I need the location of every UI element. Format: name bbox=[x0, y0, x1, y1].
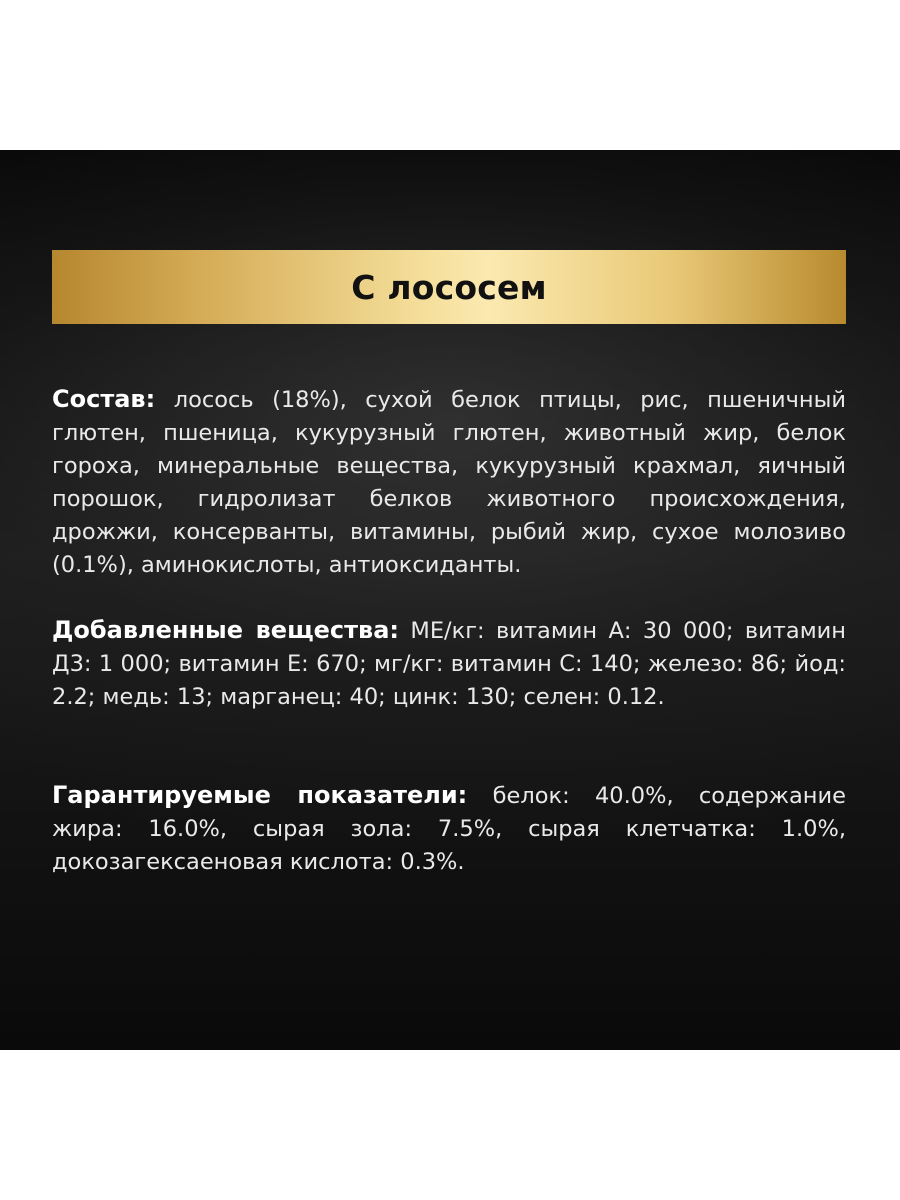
guaranteed-text: белок: 40.0%, содержание жира: 16.0%, сырая зола: 7.5%, сырая клетчатка: 1.0%, докозагексаеновая кислота: 0.3%. bbox=[52, 783, 846, 875]
guaranteed-label: Гарантируемые показатели: bbox=[52, 781, 468, 809]
additives-section bbox=[52, 614, 846, 714]
additives-text: МЕ/кг: витамин А: 30 000; витамин Д3: 1 000; витамин Е: 670; мг/кг: витамин С: 140; железо: 86; йод: 2.2; медь: 13; марганец: 40; цинк: 130; селен: 0.12. bbox=[52, 618, 846, 710]
composition-section bbox=[52, 383, 846, 582]
product-title: С лососем bbox=[351, 267, 547, 307]
composition-label: Состав: bbox=[52, 385, 156, 413]
composition-text: лосось (18%), сухой белок птицы, рис, пшеничный глютен, пшеница, кукурузный глютен, животный жир, белок гороха, минеральные вещества, кукурузный крахмал, яичный порошок, гидролизат белков животного происхождения, дрожжи, консерванты, витамины, рыбий жир, сухое молозиво (0.1%), аминокислоты, антиоксиданты. bbox=[52, 387, 846, 578]
title-banner bbox=[52, 250, 846, 324]
additives-label: Добавленные вещества: bbox=[52, 616, 400, 644]
product-info-panel bbox=[0, 150, 900, 1050]
guaranteed-section bbox=[52, 779, 846, 879]
